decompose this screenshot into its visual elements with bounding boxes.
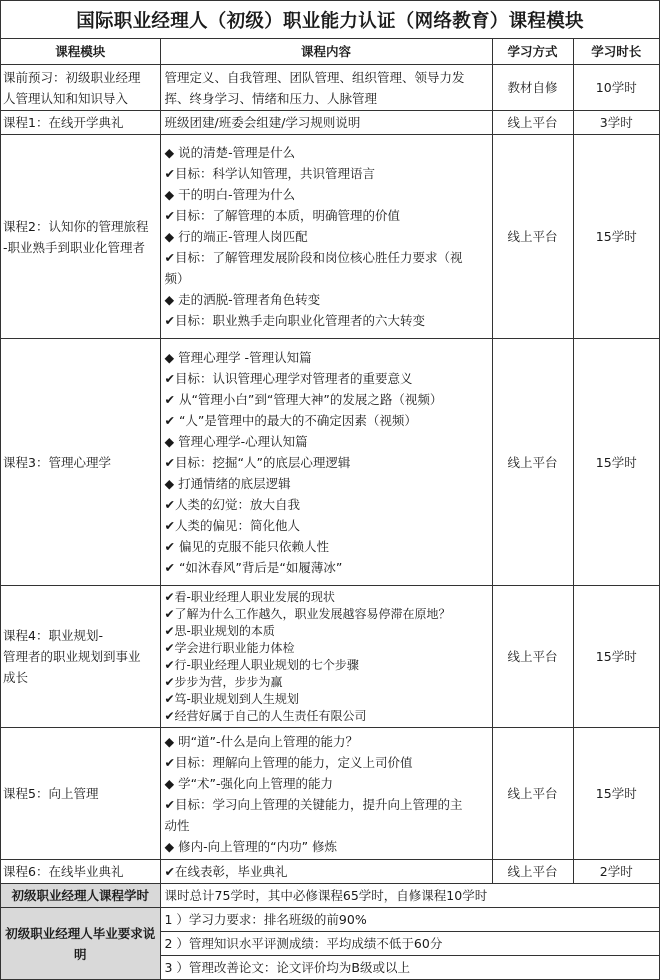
content-cell <box>160 111 492 135</box>
mode-cell: 线上平台 <box>492 586 573 728</box>
content-line: ◆ 行的端正-管理人岗匹配 <box>164 229 308 244</box>
mode-cell: 线上平台 <box>492 339 573 586</box>
content-cell <box>160 728 492 860</box>
content-line: ✔行-职业经理人职业规划的七个步骤 <box>164 657 359 672</box>
table-row <box>1 65 659 111</box>
module-line: 课程2：认知你的管理旅程 <box>3 218 149 234</box>
table-row <box>1 728 659 860</box>
summary-grad-label: 初级职业经理人毕业要求说明 <box>1 908 160 980</box>
content-line: ✔目标：职业熟手走向职业化管理者的六大转变 <box>164 313 425 328</box>
hours-cell: 15学时 <box>573 135 659 339</box>
module-cell <box>1 111 160 135</box>
content-cell <box>160 135 492 339</box>
content-line: ◆ 管理心理学 -管理认知篇 <box>164 349 312 365</box>
summary-hours-label: 初级职业经理人课程学时 <box>1 884 160 908</box>
module-cell <box>1 65 160 111</box>
content-line: ✔目标：理解向上管理的能力，定义上司价值 <box>164 754 413 770</box>
hours-cell: 15学时 <box>573 339 659 586</box>
header-hours: 学习时长 <box>573 39 659 65</box>
content-line: ◆ 说的清楚-管理是什么 <box>164 145 296 160</box>
content-line: ✔在线表彰，毕业典礼 <box>164 864 288 879</box>
hours-cell: 10学时 <box>573 65 659 111</box>
content-line: 管理定义、自我管理、团队管理、组织管理、领导力发 <box>164 69 465 85</box>
header-mode: 学习方式 <box>492 39 573 65</box>
course-table <box>1 39 659 980</box>
table-row <box>1 135 659 339</box>
table-row <box>1 111 659 135</box>
table-row <box>1 586 659 728</box>
content-line: ◆ 明“道”-什么是向上管理的能力？ <box>164 733 359 749</box>
content-line: ✔ 从“管理小白”到“管理大神”的发展之路（视频） <box>164 391 443 407</box>
header-module: 课程模块 <box>1 39 160 65</box>
content-line: ✔目标：挖掘“人”的底层心理逻辑 <box>164 454 351 470</box>
mode-cell: 线上平台 <box>492 111 573 135</box>
content-line: ✔ “如沐春风”背后是“如履薄冰” <box>164 559 343 575</box>
content-line: ✔目标：认识管理心理学对管理者的重要意义 <box>164 370 413 386</box>
module-line: 成长 <box>3 670 29 685</box>
content-line: 挥、终身学习、情绪和压力、人脉管理 <box>164 90 378 106</box>
content-line: ✔目标：科学认知管理，共识管理语言 <box>164 166 375 181</box>
module-cell <box>1 860 160 884</box>
module-line: 课程1：在线开学典礼 <box>3 115 124 130</box>
module-cell <box>1 135 160 339</box>
grad-requirement: 2 ）管理知识水平评测成绩：平均成绩不低于60分 <box>160 932 659 956</box>
content-line: ✔人类的偏见：简化他人 <box>164 517 300 533</box>
content-line: 动性 <box>164 817 190 833</box>
table-row <box>1 860 659 884</box>
content-cell <box>160 65 492 111</box>
hours-cell: 15学时 <box>573 586 659 728</box>
summary-hours-text: 课时总计75学时，其中必修课程65学时，自修课程10学时 <box>160 884 659 908</box>
hours-cell: 3学时 <box>573 111 659 135</box>
mode-cell: 线上平台 <box>492 135 573 339</box>
module-line: 课前预习：初级职业经理 <box>3 69 141 85</box>
summary-hours-row <box>1 884 659 908</box>
content-line: ✔人类的幻觉：放大自我 <box>164 496 300 512</box>
content-line: ◆ 管理心理学-心理认知篇 <box>164 433 308 449</box>
grad-requirement: 1 ）学习力要求：排名班级的前90% <box>160 908 659 932</box>
content-line: ◆ 走的洒脱-管理者角色转变 <box>164 292 321 307</box>
content-line: ✔目标：了解管理的本质，明确管理的价值 <box>164 208 400 223</box>
content-cell <box>160 586 492 728</box>
module-cell <box>1 586 160 728</box>
module-line: 课程5：向上管理 <box>3 786 99 801</box>
hours-cell: 15学时 <box>573 728 659 860</box>
page-title: 国际职业经理人（初级）职业能力认证（网络教育）课程模块 <box>1 1 659 39</box>
content-line: ◆ 打通情绪的底层逻辑 <box>164 475 291 491</box>
module-cell <box>1 339 160 586</box>
content-cell <box>160 860 492 884</box>
mode-cell: 线上平台 <box>492 860 573 884</box>
content-line: ✔目标：了解管理发展阶段和岗位核心胜任力要求（视 <box>164 250 463 265</box>
header-content: 课程内容 <box>160 39 492 65</box>
content-line: ◆ 学“术”-强化向上管理的能力 <box>164 775 334 791</box>
hours-cell: 2学时 <box>573 860 659 884</box>
content-line: ◆ 干的明白-管理为什么 <box>164 187 296 202</box>
module-cell <box>1 728 160 860</box>
content-line: ✔看-职业经理人职业发展的现状 <box>164 589 335 604</box>
mode-cell: 线上平台 <box>492 728 573 860</box>
table-header-row <box>1 39 659 65</box>
content-line: ✔笃-职业规划到人生规划 <box>164 691 299 706</box>
module-line: -职业熟手到职业化管理者 <box>3 239 146 255</box>
module-line: 课程6：在线毕业典礼 <box>3 864 124 879</box>
content-line: ✔步步为营，步步为赢 <box>164 674 283 689</box>
mode-cell: 教材自修 <box>492 65 573 111</box>
content-line: ✔学会进行职业能力体检 <box>164 640 295 655</box>
content-line: ✔ “人”是管理中的最大的不确定因素（视频） <box>164 412 417 428</box>
grad-requirement: 3 ）管理改善论文：论文评价均为B级或以上 <box>160 956 659 980</box>
content-cell <box>160 339 492 586</box>
module-line: 课程4：职业规划- <box>3 628 103 643</box>
module-line: 人管理认知和知识导入 <box>3 90 129 106</box>
content-line: ✔目标：学习向上管理的关键能力，提升向上管理的主 <box>164 796 463 812</box>
content-line: ✔ 偏见的克服不能只依赖人性 <box>164 538 329 554</box>
content-line: ✔了解为什么工作越久，职业发展越容易停滞在原地？ <box>164 606 451 621</box>
content-line: ◆ 修内-向上管理的“内功” 修炼 <box>164 838 338 854</box>
table-row <box>1 339 659 586</box>
content-line: ✔思-职业规划的本质 <box>164 623 275 638</box>
module-line: 管理者的职业规划到事业 <box>3 649 141 664</box>
content-line: 班级团建/班委会组建/学习规则说明 <box>164 115 361 130</box>
summary-grad-row <box>1 908 659 932</box>
module-line: 课程3：管理心理学 <box>3 454 111 470</box>
content-line: 频） <box>164 271 190 286</box>
content-line: ✔经营好属于自己的人生责任有限公司 <box>164 708 367 723</box>
